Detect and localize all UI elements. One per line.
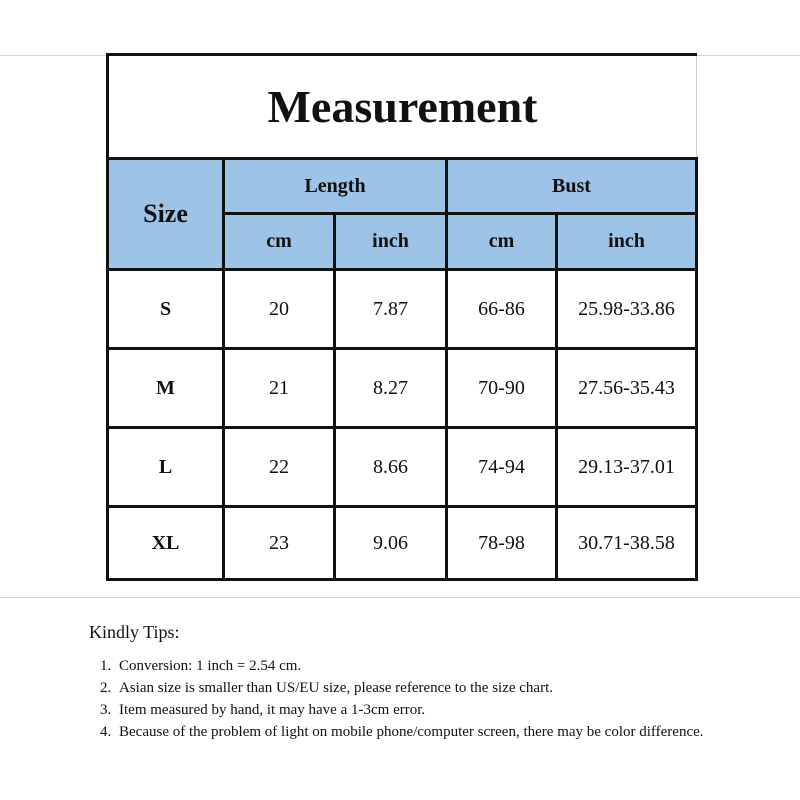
bust-cm-cell: 70-90 xyxy=(447,349,557,428)
size-cell: L xyxy=(108,428,224,507)
tips-heading: Kindly Tips: xyxy=(89,622,180,642)
table-row xyxy=(108,507,697,580)
header-length-cm: cm xyxy=(224,214,335,270)
length-cm-cell: 23 xyxy=(224,507,335,580)
tip-item: 4. Because of the problem of light on mobile phone/computer screen, there may be color difference. xyxy=(115,721,729,743)
table-row xyxy=(108,428,697,507)
length-inch-cell: 9.06 xyxy=(335,507,447,580)
tip-item: 3. Item measured by hand, it may have a 1-3cm error. xyxy=(115,699,729,721)
tips-list xyxy=(89,655,729,743)
bust-cm-cell: 74-94 xyxy=(447,428,557,507)
table-row xyxy=(108,349,697,428)
size-cell: M xyxy=(108,349,224,428)
bust-inch-cell: 29.13-37.01 xyxy=(557,428,697,507)
header-bust: Bust xyxy=(447,159,697,214)
divider-bottom xyxy=(0,597,800,598)
tip-item: 1. Conversion: 1 inch = 2.54 cm. xyxy=(115,655,729,677)
length-cm-cell: 22 xyxy=(224,428,335,507)
size-cell: S xyxy=(108,270,224,349)
size-cell: XL xyxy=(108,507,224,580)
length-inch-cell: 8.66 xyxy=(335,428,447,507)
length-cm-cell: 20 xyxy=(224,270,335,349)
tip-item: 2. Asian size is smaller than US/EU size, please reference to the size chart. xyxy=(115,677,729,699)
bust-inch-cell: 25.98-33.86 xyxy=(557,270,697,349)
header-length-inch: inch xyxy=(335,214,447,270)
length-inch-cell: 8.27 xyxy=(335,349,447,428)
bust-cm-cell: 66-86 xyxy=(447,270,557,349)
bust-cm-cell: 78-98 xyxy=(447,507,557,580)
header-size: Size xyxy=(108,159,224,270)
tips-section xyxy=(89,622,729,743)
bust-inch-cell: 27.56-35.43 xyxy=(557,349,697,428)
chart-title: Measurement xyxy=(108,55,697,159)
header-length: Length xyxy=(224,159,447,214)
table-row xyxy=(108,270,697,349)
header-bust-inch: inch xyxy=(557,214,697,270)
size-chart-table xyxy=(106,53,698,581)
header-bust-cm: cm xyxy=(447,214,557,270)
bust-inch-cell: 30.71-38.58 xyxy=(557,507,697,580)
length-cm-cell: 21 xyxy=(224,349,335,428)
length-inch-cell: 7.87 xyxy=(335,270,447,349)
